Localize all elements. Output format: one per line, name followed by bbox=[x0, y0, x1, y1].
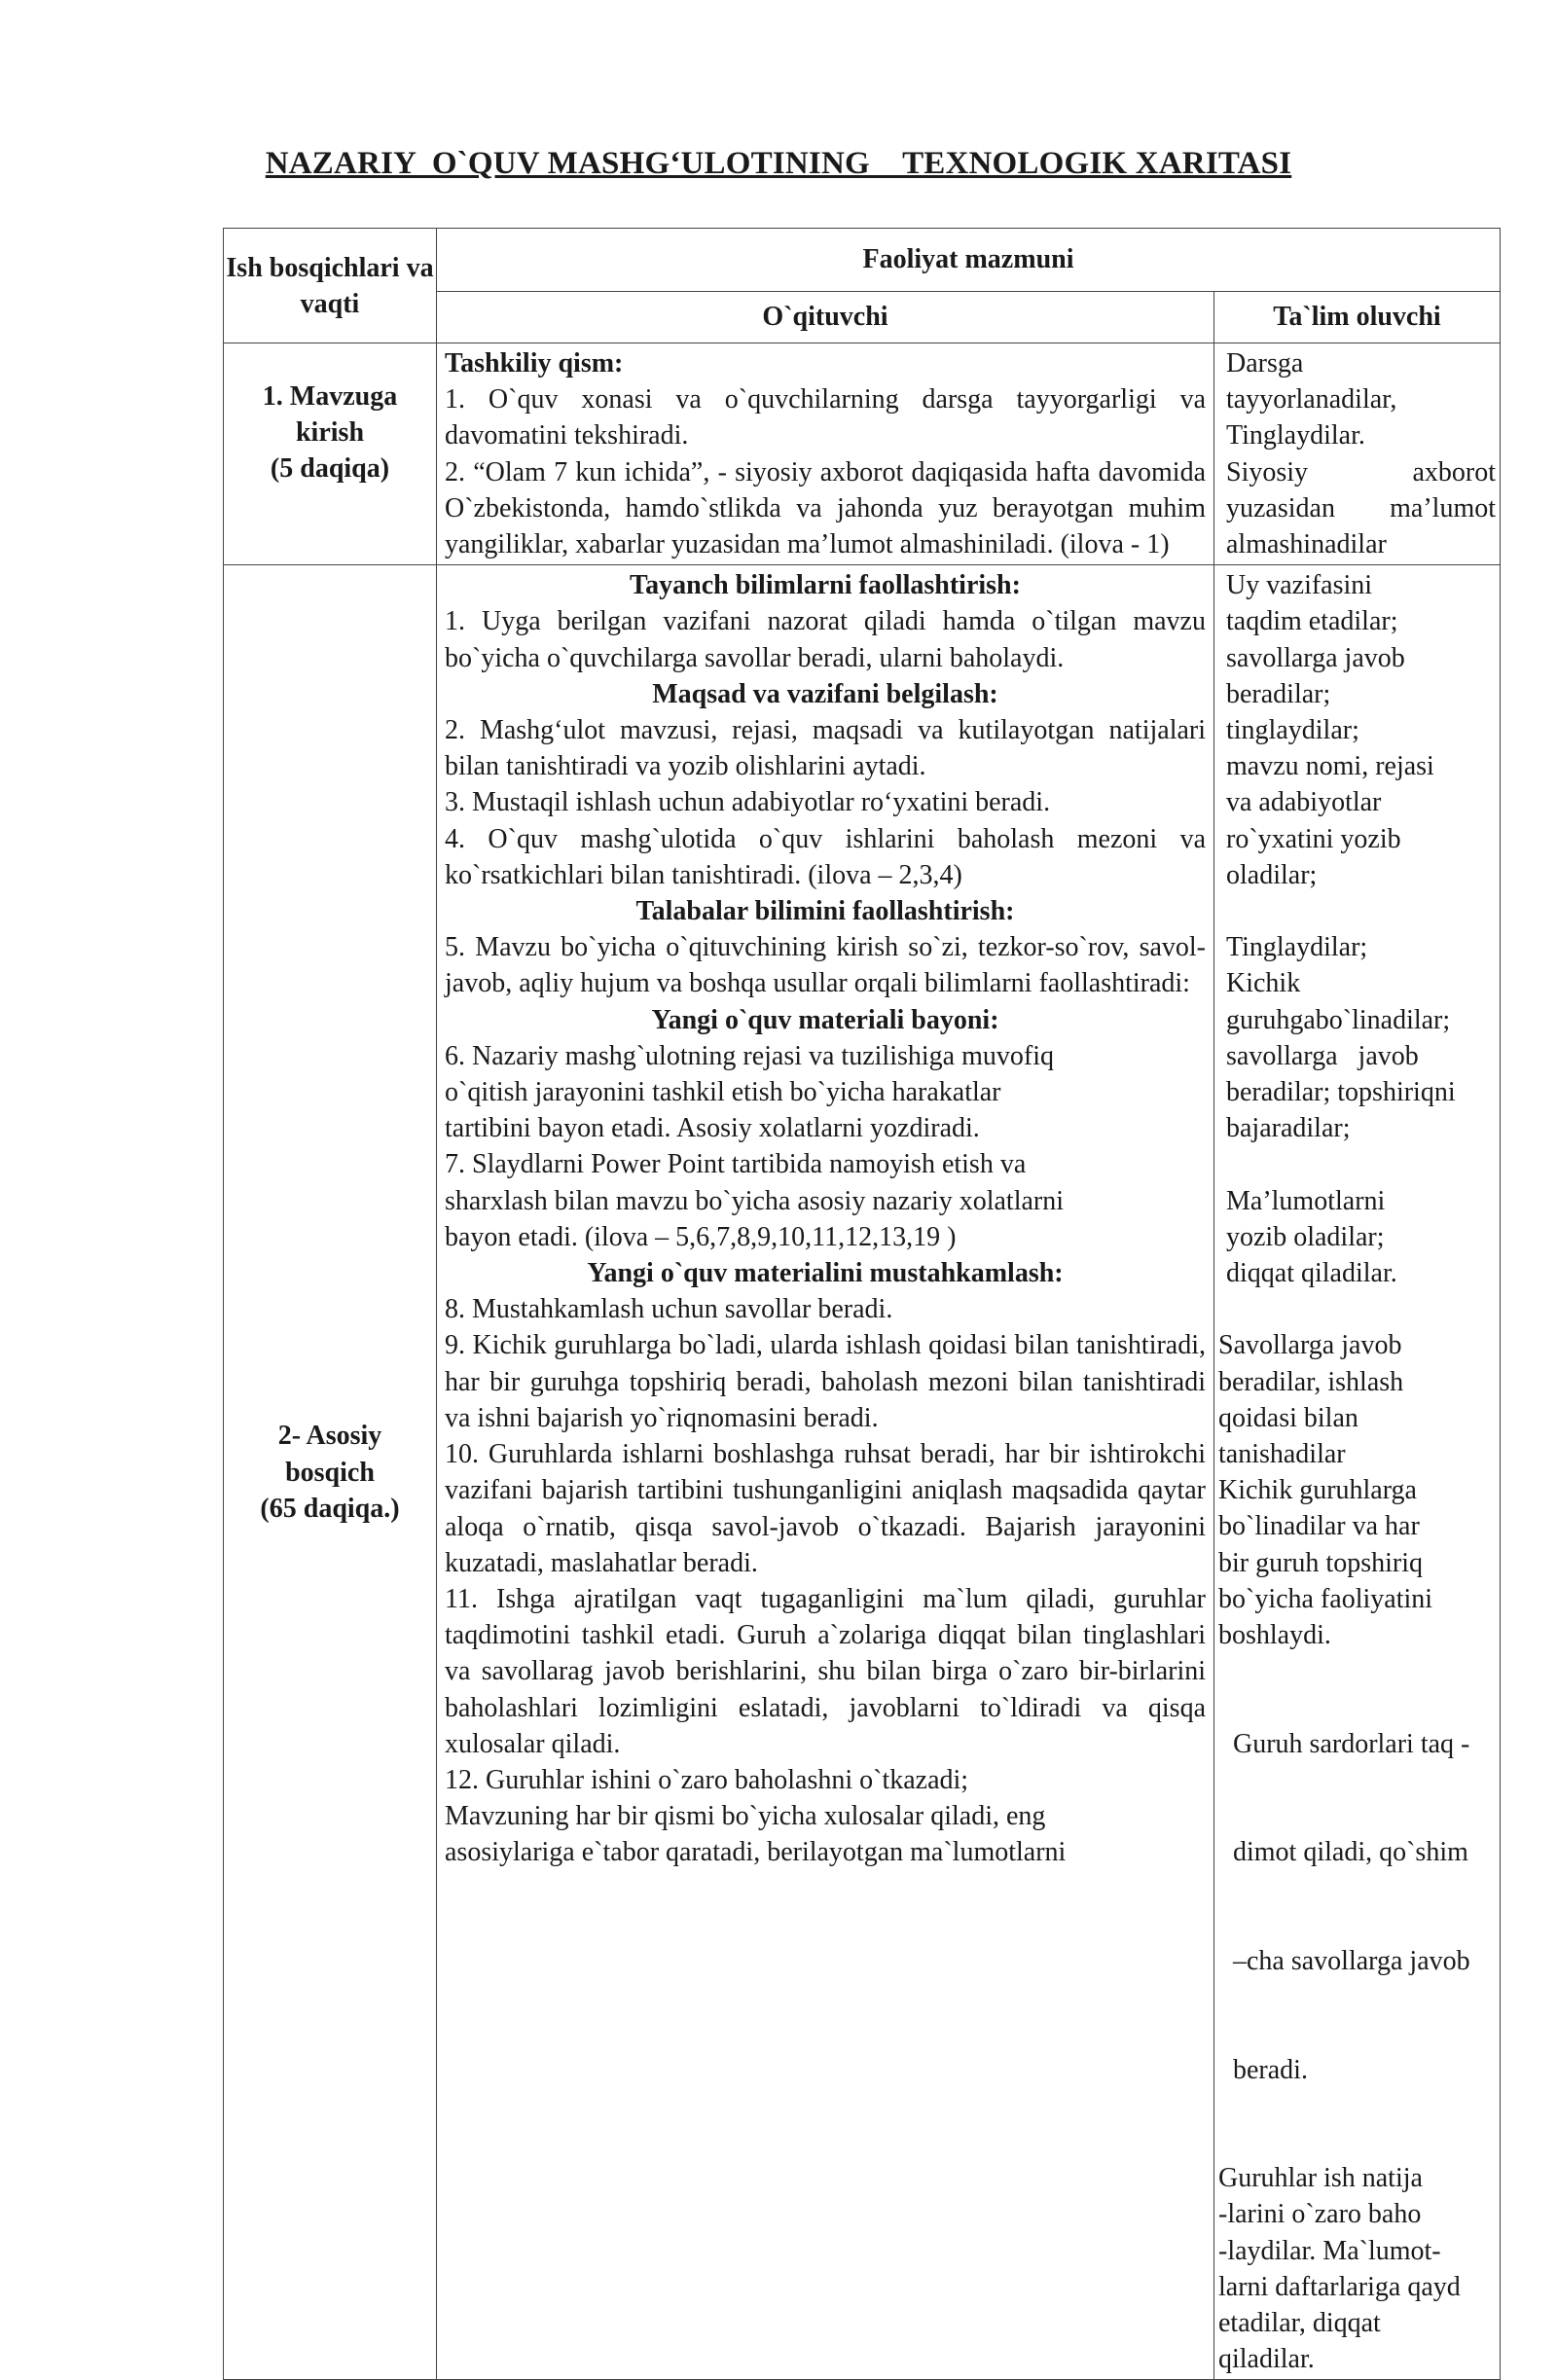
table-row bbox=[224, 343, 1501, 565]
student-line: savollarga javob bbox=[1226, 642, 1405, 673]
list-item: 11. Ishga ajratilgan vaqt tugaganligini ma`lum qiladi, guruhlar taqdimotini tashkil etadi. Guruh a`zolariga diqqat bilan tinglashlari va savollarag javob berishlarini, shu bilan birga o`zaro bir-birlarini baholashlari lozimligini eslatadi, javoblarni to`ldiradi va qisqa xulosalar qiladi. bbox=[445, 1583, 1206, 1759]
student-line: Tinglaydilar. bbox=[1226, 420, 1365, 451]
student-block bbox=[1218, 2160, 1496, 2377]
student-line: yozib oladilar; bbox=[1226, 1221, 1385, 1252]
student-line: Siyosiy axborot yuzasidan ma’lumot almashinadilar bbox=[1226, 456, 1496, 560]
student-block bbox=[1218, 1327, 1496, 1653]
student-block bbox=[1226, 1653, 1496, 2160]
stage-line: bosqich bbox=[285, 1457, 375, 1488]
section-heading: Maqsad va vazifani belgilash: bbox=[652, 678, 998, 709]
student-line: Tinglaydilar; bbox=[1226, 932, 1368, 963]
student-line: mavzu nomi, rejasi bbox=[1226, 751, 1434, 782]
list-item bbox=[445, 1038, 1206, 1147]
student-line: Uy vazifasini bbox=[1226, 570, 1373, 601]
student-line: ro`yxatini yozib bbox=[1226, 823, 1401, 854]
student-line: beradi. bbox=[1226, 2054, 1308, 2085]
text-line: o`qitish jarayonini tashkil etish bo`yicha harakatlar bbox=[445, 1077, 1001, 1108]
section-heading: Talabalar bilimini faollashtirish: bbox=[635, 896, 1015, 927]
student-line: qoidasi bilan bbox=[1218, 1402, 1358, 1433]
student-line: taqdim etadilar; bbox=[1226, 606, 1398, 637]
stage-line: kirish bbox=[295, 417, 365, 449]
student-block bbox=[1226, 567, 1496, 893]
student-line: Kichik guruhlarga bbox=[1218, 1475, 1417, 1506]
student-line: larni daftarlariga qayd bbox=[1218, 2271, 1461, 2302]
list-item: 2. Mashg‘ulot mavzusi, rejasi, maqsadi va kutilayotgan natijalari bilan tanishtiradi va yozib olishlarini aytadi. bbox=[445, 715, 1206, 782]
student-line: –cha savollarga javob bbox=[1226, 1945, 1470, 1976]
list-item: 9. Kichik guruhlarga bo`ladi, ularda ishlash qoidasi bilan tanishtiradi, har bir guruhga topshiriq beradi, baholash mezoni bilan tanishtiradi va ishni bajarish yo`riqnomasini beradi. bbox=[445, 1330, 1206, 1433]
teacher-cell bbox=[437, 565, 1214, 2380]
student-cell bbox=[1214, 565, 1501, 2380]
student-line: Guruh sardorlari taq - bbox=[1226, 1728, 1470, 1759]
list-item: 4. O`quv mashg`ulotida o`quv ishlarini baholash mezoni va ko`rsatkichlari bilan tanishtiradi. (ilova – 2,3,4) bbox=[445, 823, 1206, 890]
section-heading: Tashkiliy qism: bbox=[445, 348, 624, 379]
text-line: asosiylariga e`tabor qaratadi, berilayotgan ma`lumotlarni bbox=[445, 1837, 1067, 1868]
section-heading: Yangi o`quv materialini mustahkamlash: bbox=[587, 1258, 1064, 1289]
student-line: Ma’lumotlarni bbox=[1226, 1185, 1386, 1216]
student-line: bajaradilar; bbox=[1226, 1113, 1351, 1144]
student-line: Savollarga javob bbox=[1218, 1330, 1402, 1361]
list-item: 3. Mustaqil ishlash uchun adabiyotlar ro‘yxatini beradi. bbox=[445, 787, 1051, 818]
list-item: 2. “Olam 7 kun ichida”, - siyosiy axborot daqiqasida hafta davomida O`zbekistonda, hamdo`stlikda va jahonda yuz berayotgan muhim yangiliklar, xabarlar yuzasidan ma’lumot almashiniladi. (ilova - 1) bbox=[445, 456, 1206, 560]
student-line: bir guruh topshiriq bbox=[1218, 1547, 1423, 1578]
section-heading: Tayanch bilimlarni faollashtirish: bbox=[630, 570, 1021, 601]
header-teacher: O`qituvchi bbox=[437, 292, 1214, 343]
student-line: bo`yicha faoliyatini bbox=[1218, 1583, 1433, 1614]
student-line: Guruhlar ish natija bbox=[1218, 2163, 1423, 2194]
table-row bbox=[224, 565, 1501, 2380]
list-item: 10. Guruhlarda ishlarni boshlashga ruhsat beradi, har bir ishtirokchi vazifani bajarish tartibini tushunganligini aniqlash maqsadida qaytar aloqa o`rnatib, qisqa savol-javob o`tkazadi. Bajarish jarayonini kuzatadi, maslahatlar beradi. bbox=[445, 1439, 1206, 1578]
list-item: 1. Uyga berilgan vazifani nazorat qiladi hamda o`tilgan mavzu bo`yicha o`quvchilarga savollar beradi, ularni baholaydi. bbox=[445, 606, 1206, 673]
list-item: 1. O`quv xonasi va o`quvchilarning darsga tayyorgarligi va davomatini tekshiradi. bbox=[445, 384, 1206, 451]
header-activity: Faoliyat mazmuni bbox=[437, 229, 1501, 292]
text-line: 7. Slaydlarni Power Point tartibida namoyish etish va bbox=[445, 1149, 1027, 1180]
student-line: oladilar; bbox=[1226, 859, 1318, 890]
text-line: Mavzuning har bir qismi bo`yicha xulosalar qiladi, eng bbox=[445, 1801, 1046, 1832]
list-item bbox=[445, 1146, 1206, 1255]
header-student: Ta`lim oluvchi bbox=[1214, 292, 1501, 343]
student-line: -larini o`zaro baho bbox=[1218, 2199, 1422, 2230]
stage-line: 2- Asosiy bbox=[277, 1421, 382, 1452]
student-line: dimot qiladi, qo`shim bbox=[1226, 1837, 1468, 1868]
student-line: beradilar, ishlash bbox=[1218, 1366, 1404, 1397]
stage-cell bbox=[224, 565, 437, 2380]
student-line: tayyorlanadilar, bbox=[1226, 384, 1397, 415]
page-title: NAZARIY O`QUV MASHG‘ULOTINING TEXNOLOGIK XARITASI bbox=[265, 146, 1292, 181]
teacher-cell bbox=[437, 343, 1214, 565]
list-item bbox=[445, 1762, 1206, 1871]
student-line: bo`linadilar va har bbox=[1218, 1511, 1420, 1542]
student-line: etadilar, diqqat bbox=[1218, 2307, 1381, 2338]
list-item: 5. Mavzu bo`yicha o`qituvchining kirish so`zi, tezkor-so`rov, savol-javob, aqliy hujum va boshqa usullar orqali bilimlarni faollashtiradi: bbox=[445, 932, 1206, 999]
student-block bbox=[1226, 1183, 1496, 1292]
student-line: tinglaydilar; bbox=[1226, 715, 1359, 746]
text-line: bayon etadi. (ilova – 5,6,7,8,9,10,11,12,13,19 ) bbox=[445, 1221, 957, 1252]
student-line: Kichik bbox=[1226, 968, 1301, 999]
text-line: 6. Nazariy mashg`ulotning rejasi va tuzilishiga muvofiq bbox=[445, 1040, 1054, 1071]
technology-map-table bbox=[223, 228, 1501, 2380]
text-line: tartibini bayon etadi. Asosiy xolatlarni yozdiradi. bbox=[445, 1113, 980, 1144]
text-line: 12. Guruhlar ishini o`zaro baholashni o`tkazadi; bbox=[445, 1764, 969, 1795]
student-line: tanishadilar bbox=[1218, 1439, 1346, 1470]
student-line: diqqat qiladilar. bbox=[1226, 1258, 1397, 1289]
student-cell bbox=[1214, 343, 1501, 565]
text-line: sharxlash bilan mavzu bo`yicha asosiy nazariy xolatlarni bbox=[445, 1185, 1065, 1216]
student-line: qiladilar. bbox=[1218, 2344, 1315, 2375]
student-line: beradilar; bbox=[1226, 678, 1331, 709]
section-heading: Yangi o`quv materiali bayoni: bbox=[651, 1004, 999, 1035]
student-line: beradilar; topshiriqni bbox=[1226, 1077, 1456, 1108]
student-line: va adabiyotlar bbox=[1226, 787, 1382, 818]
stage-line: (5 daqiqa) bbox=[270, 453, 390, 485]
stage-line: 1. Mavzuga bbox=[262, 381, 398, 412]
student-line: savollarga javob bbox=[1226, 1040, 1419, 1071]
student-line: boshlaydi. bbox=[1218, 1620, 1331, 1651]
header-stage: Ish bosqichlari va vaqti bbox=[224, 229, 437, 343]
student-block bbox=[1226, 929, 1496, 1146]
student-line: -laydilar. Ma`lumot- bbox=[1218, 2235, 1441, 2266]
stage-cell bbox=[224, 343, 437, 565]
stage-line: (65 daqiqa.) bbox=[260, 1493, 400, 1524]
student-line: guruhgabo`linadilar; bbox=[1226, 1004, 1451, 1035]
student-line: Darsga bbox=[1226, 348, 1304, 379]
list-item: 8. Mustahkamlash uchun savollar beradi. bbox=[445, 1294, 893, 1325]
